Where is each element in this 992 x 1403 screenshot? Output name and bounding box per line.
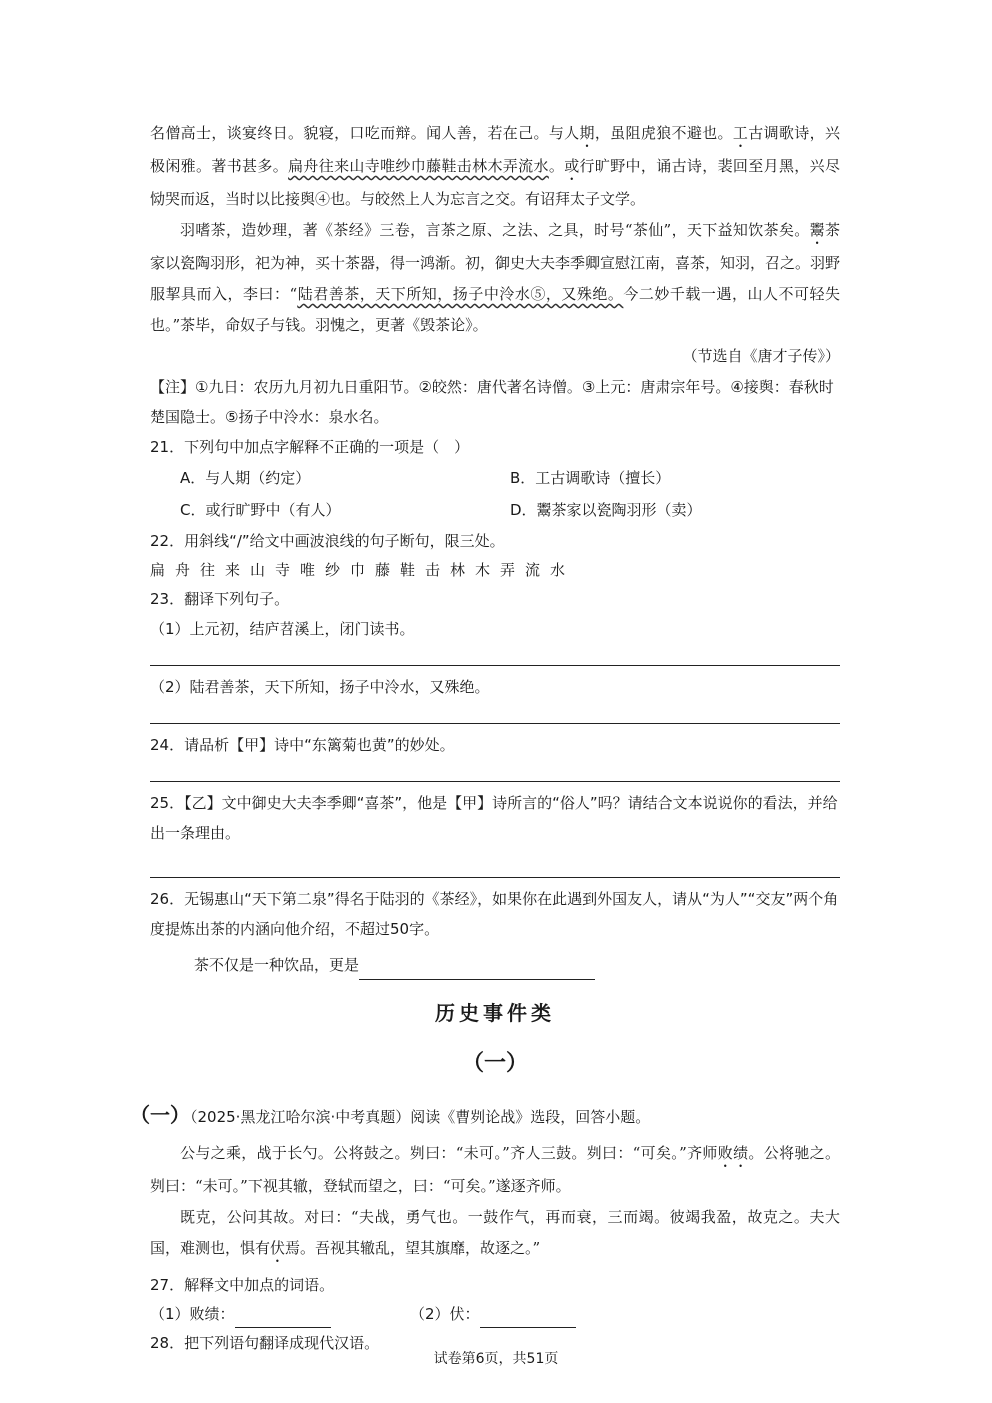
text-span: 公与之乘，战于长勺。公将鼓之。刿曰：“未可。”齐人三鼓。刿曰：“可矣。”齐师 xyxy=(180,1144,718,1162)
section-title: 历史事件类 xyxy=(435,1001,555,1025)
intro-number: （一） xyxy=(130,1103,190,1127)
reading-intro xyxy=(130,1100,840,1132)
passage-source: （节选自《唐才子传》） xyxy=(682,347,840,365)
question-26-stem: 26．无锡惠山“天下第二泉”得名于陆羽的《茶经》，如果你在此遇到外国友人，请从“为人”“交友”两个角度提炼出茶的内涵向他介绍，不超过50字。 xyxy=(150,890,839,938)
blank-cell xyxy=(410,1300,670,1328)
text-span: 。公将驰之。刿曰：“未可。”下视其辙，登轼而望之，曰：“可矣。”遂逐齐师。 xyxy=(150,1144,840,1195)
dotted-char: 鬻 xyxy=(809,221,825,239)
option-c[interactable]: C．或行旷野中（有人） xyxy=(180,501,341,519)
dotted-word: 伏 xyxy=(270,1239,286,1257)
answer-line[interactable] xyxy=(150,664,840,666)
question-25-stem: 25．【乙】文中御史大夫李季卿“喜茶”，他是【甲】诗所言的“俗人”吗？请结合文本说说你的看法，并给出一条理由。 xyxy=(150,794,838,842)
text-span: 焉。吾视其辙乱，望其旗靡，故逐之。” xyxy=(285,1239,541,1257)
page-footer: 试卷第6页，共51页 xyxy=(433,1351,559,1367)
wavy-underlined-sentence: 陆君善茶，天下所知，扬子中泠水⑤，又殊绝。 xyxy=(297,285,624,303)
answer-blank[interactable] xyxy=(480,1311,576,1328)
dotted-char: 期 xyxy=(579,124,595,142)
answer-line[interactable] xyxy=(150,722,840,724)
intro-text: （2025·黑龙江哈尔滨·中考真题）阅读《曹刿论战》选段，回答小题。 xyxy=(190,1108,651,1126)
question-21-options xyxy=(150,462,840,526)
passage-c-paragraph-1 xyxy=(150,1138,840,1202)
question-21-stem: 21．下列句中加点字解释不正确的一项是（ ） xyxy=(150,438,470,456)
answer-blank[interactable] xyxy=(235,1311,331,1328)
question-26-prompt xyxy=(150,950,840,980)
passage-c-paragraph-2 xyxy=(150,1202,840,1266)
question-24-stem: 24．请品析【甲】诗中“东篱菊也黄”的妙处。 xyxy=(150,736,455,754)
question-22-characters[interactable]: 扁舟往来山寺唯纱巾藤鞋击林木弄流水 xyxy=(150,561,576,579)
annotation-note: 【注】①九日：农历九月初九日重阳节。②皎然：唐代著名诗僧。③上元：唐肃宗年号。④接舆：春秋时楚国隐士。⑤扬子中泠水：泉水名。 xyxy=(150,378,834,426)
text-span: 茶家以瓷陶羽形，祀为神，买十茶器，得一鸿渐。初，御史大夫李季卿宣慰江南，喜茶，知羽，召之。羽野服挈具而入，李曰：“ xyxy=(150,221,841,303)
question-22-stem: 22．用斜线“/”给文中画波浪线的句子断句，限三处。 xyxy=(150,532,505,550)
page-content xyxy=(130,118,841,1358)
text-span: 羽嗜茶，造妙理，著《茶经》三卷，言茶之原、之法、之具，时号“茶仙”，天下益知饮茶矣。 xyxy=(180,221,810,239)
answer-blank[interactable] xyxy=(359,963,595,980)
text-span: 今二妙千载一遇，山人不可轻失也。”茶毕，命奴子与钱。羽愧之，更著《毁茶论》。 xyxy=(150,285,840,334)
prompt-text: 茶不仅是一种饮品，更是 xyxy=(194,956,360,974)
blank-label: （1）败绩： xyxy=(150,1305,235,1323)
text-span: 古调歌诗，兴极闲雅。著书甚多。 xyxy=(150,124,840,175)
text-span: 名僧高士，谈宴终日。貌寝，口吃而辩。闻人善，若在己。与人 xyxy=(150,124,580,142)
question-23-stem: 23．翻译下列句子。 xyxy=(150,590,290,608)
text-span: 既克，公问其故。对曰：“夫战，勇气也。一鼓作气，再而衰，三而竭。彼竭我盈，故克之。夫大国，难测也，惧有 xyxy=(150,1208,840,1257)
question-28-stem: 28．把下列语句翻译成现代汉语。 xyxy=(150,1334,380,1352)
section-subtitle: （一） xyxy=(461,1050,528,1076)
blank-cell xyxy=(150,1300,410,1328)
question-27-blanks xyxy=(150,1300,840,1328)
answer-line[interactable] xyxy=(150,876,840,878)
text-span: 。 xyxy=(548,157,565,175)
text-span: 行旷野中，诵古诗，裴回至月黑，兴尽恸哭而返，当时以比接舆④也。与皎然上人为忘言之交。有诏拜太子文学。 xyxy=(150,157,840,208)
dotted-word: 败绩 xyxy=(717,1144,749,1162)
answer-line[interactable] xyxy=(150,780,840,782)
wavy-underlined-sentence: 扁舟往来山寺唯纱巾藤鞋击林木弄流水 xyxy=(288,157,549,175)
question-23-sentence-2: （2）陆君善茶，天下所知，扬子中泠水，又殊绝。 xyxy=(150,678,490,696)
option-d[interactable]: D．鬻茶家以瓷陶羽形（卖） xyxy=(510,501,702,519)
dotted-char: 或 xyxy=(564,157,580,175)
option-b[interactable]: B．工古调歌诗（擅长） xyxy=(510,469,671,487)
blank-label: （2）伏： xyxy=(410,1305,480,1323)
dotted-char: 工 xyxy=(732,124,749,142)
passage-paragraph-2 xyxy=(150,215,840,341)
question-23-sentence-1: （1）上元初，结庐苕溪上，闭门读书。 xyxy=(150,620,415,638)
option-a[interactable]: A．与人期（约定） xyxy=(180,469,311,487)
text-span: ，虽阻虎狼不避也。 xyxy=(594,124,733,142)
passage-paragraph-1 xyxy=(150,118,840,215)
question-27-stem: 27．解释文中加点的词语。 xyxy=(150,1276,335,1294)
